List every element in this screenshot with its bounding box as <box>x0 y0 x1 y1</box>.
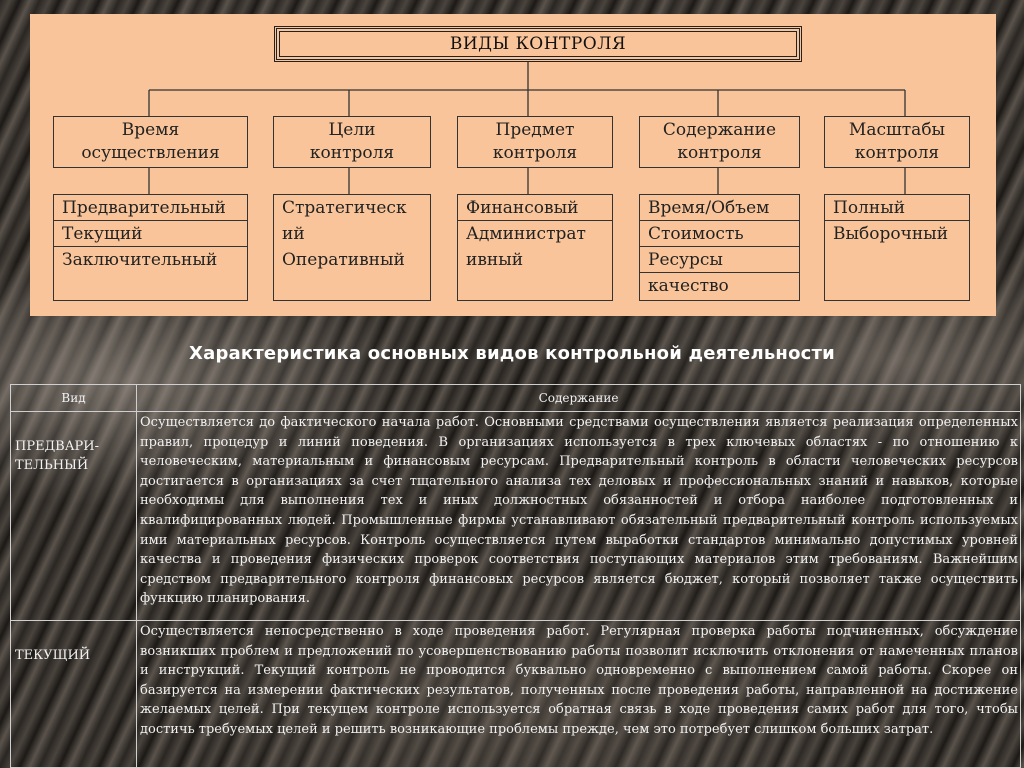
item-label: ий <box>282 224 305 244</box>
item-label: Заключительный <box>62 250 218 270</box>
item-label: качество <box>648 276 729 296</box>
items-goals <box>273 194 431 301</box>
item-label: Полный <box>825 195 969 221</box>
kind-cell <box>11 621 137 768</box>
item-label: Текущий <box>54 221 247 247</box>
items-content <box>639 194 800 301</box>
table-row <box>11 621 1021 768</box>
item-label: Оперативный <box>282 250 405 270</box>
item-label: Выборочный <box>833 224 949 244</box>
content-cell: Осуществляется до фактического начала работ. Основными средствами осуществления является реализация определенных правил, процедур и линий поведения. В организациях используется в трех ключевых областях - по отношению к человеческим, материальным и финансовым ресурсам. Предварительный контроль в области человеческих ресурсов достигается в организациях за счет тщательного анализа тех деловых и профессиональных знаний и навыков, которые необходимы для выполнения тех и иных должностных обязанностей и отбора наиболее подготовленных и квалифицированных людей. Промышленные фирмы устанавливают обязательный предварительный контроль используемых ими материальных ресурсов. Контроль осуществляется путем выработки стандартов минимально допустимых уровней качества и проведения физических проверок соответствия поступающих материалов этим требованиям. Важнейшим средством предварительного контроля финансовых ресурсов является бюджет, который позволяет также осуществить функцию планирования. <box>137 412 1021 621</box>
diagram-title: ВИДЫ КОНТРОЛЯ <box>449 34 627 54</box>
control-types-table <box>10 384 1021 768</box>
category-label: Цели контроля <box>309 120 395 163</box>
section-heading: Характеристика основных видов контрольной деятельности <box>189 343 835 364</box>
category-goals <box>273 116 431 168</box>
category-label: Время осуществления <box>81 120 220 163</box>
category-scale <box>824 116 970 168</box>
table-header-row <box>11 385 1021 412</box>
items-subject <box>457 194 613 301</box>
column-header-content: Содержание <box>137 385 1021 412</box>
diagram-title-box <box>274 26 802 62</box>
item-label: Стратегическ <box>282 198 407 218</box>
item-label: Предварительный <box>54 195 247 221</box>
item-label: Стоимость <box>640 221 799 247</box>
category-content <box>639 116 800 168</box>
category-label: Содержание контроля <box>662 120 777 163</box>
content-cell: Осуществляется непосредственно в ходе проведения работ. Регулярная проверка работы подчиненных, обсуждение возникших проблем и предложений по усовершенствованию работы позволит исключить отклонения от намеченных планов и инструкций. Текущий контроль не проводится буквально одновременно с выполнением самой работы. Скорее он базируется на измерении фактических результатов, полученных после проведения работы, направленной на достижение желаемых целей. При текущем контроле используется обратная связь в ходе проведения самих работ для того, чтобы достичь требуемых целей и решить возникающие проблемы прежде, чем это потребует слишком больших затрат. <box>137 621 1021 768</box>
kind-cell <box>11 412 137 621</box>
items-scale <box>824 194 970 301</box>
item-label: ивный <box>466 250 524 270</box>
column-header-kind: Вид <box>11 385 137 412</box>
item-label: Время/Объем <box>640 195 799 221</box>
item-label: Ресурсы <box>640 247 799 273</box>
item-label: Администрат <box>466 224 586 244</box>
table-row <box>11 412 1021 621</box>
item-label: Финансовый <box>458 195 612 221</box>
category-label: Масштабы контроля <box>848 120 946 163</box>
category-time <box>53 116 248 168</box>
category-label: Предмет контроля <box>492 120 578 163</box>
category-subject <box>457 116 613 168</box>
items-time <box>53 194 248 301</box>
kind-label: ТЕКУЩИЙ <box>15 648 91 663</box>
classification-diagram <box>30 14 996 316</box>
kind-label: ПРЕДВАРИ- ТЕЛЬНЫЙ <box>15 439 100 473</box>
